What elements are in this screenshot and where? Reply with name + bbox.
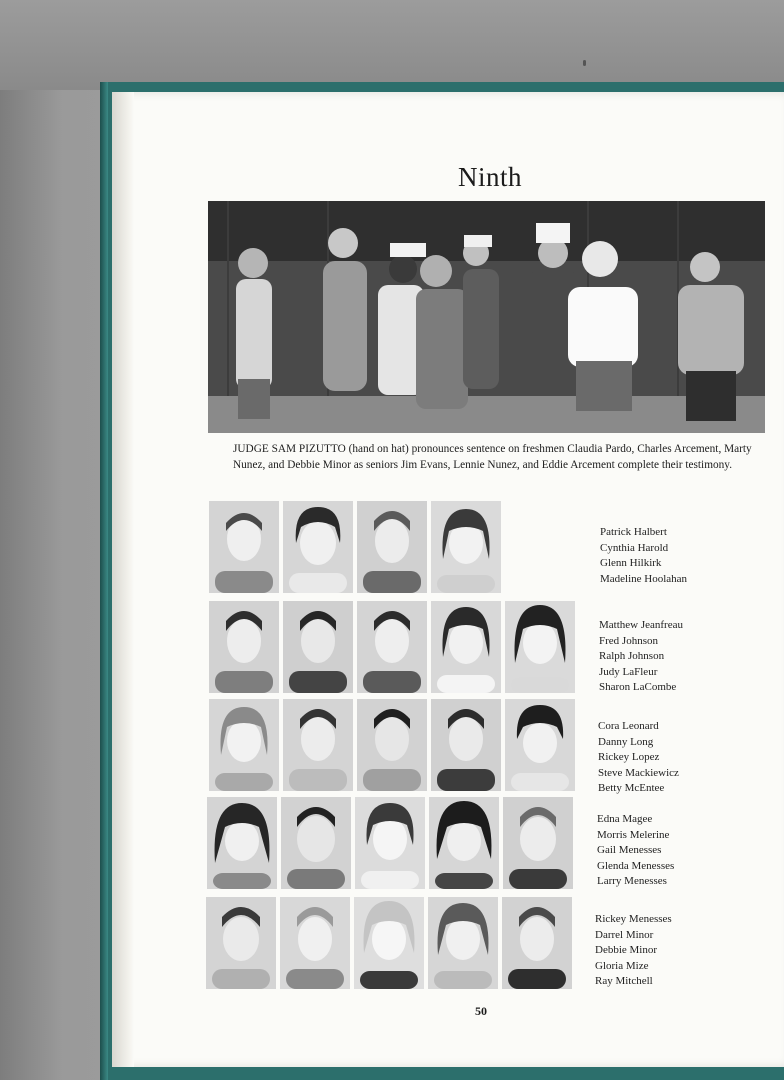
student-portrait [502,897,572,989]
student-name: Cora Leonard [598,720,659,732]
dust-speck [583,60,586,66]
student-portrait [505,601,575,693]
student-portrait [354,897,424,989]
student-name: Cynthia Harold [600,541,669,554]
student-name: Betty McEntee [598,782,665,794]
student-name: Rickey Lopez [598,751,660,763]
student-portrait [283,501,353,593]
student-portrait [357,699,427,791]
student-portrait [355,797,425,889]
student-name: Glenda Menesses [597,859,675,872]
student-name: Morris Melerine [597,828,670,841]
name-list-row-3 [598,719,679,797]
student-portrait [280,897,350,989]
student-portrait [357,501,427,593]
student-name: Fred Johnson [599,634,658,647]
student-portrait [428,897,498,989]
student-name: Judy LaFleur [599,665,658,678]
student-name: Ray Mitchell [595,975,653,987]
student-name: Debbie Minor [595,944,658,956]
student-portrait [431,601,501,693]
group-photo-figures [208,201,765,433]
student-name: Gail Menesses [597,844,662,856]
photo-caption: JUDGE SAM PIZUTTO (hand on hat) pronounces sentence on freshmen Claudia Pardo, Charles Arcement, Marty Nunez, and Debbie Minor as seniors Jim Evans, Lennie Nunez, and Eddie Arcement complete their testimony. [233,443,752,471]
student-portrait [207,797,277,889]
student-name: Glenn Hilkirk [600,557,662,569]
name-list-row-4 [597,812,674,890]
name-list-row-5 [595,912,672,990]
student-name: Patrick Halbert [600,526,667,538]
name-list-row-2 [599,618,683,696]
page-gutter [112,92,134,1067]
student-name: Larry Menesses [597,875,667,887]
student-name: Matthew Jeanfreau [599,619,683,631]
student-portrait [431,501,501,593]
student-portrait [281,797,351,889]
student-name: Edna Magee [597,813,653,825]
name-list-row-1 [600,525,687,587]
student-name: Darrel Minor [595,928,654,941]
student-portrait [283,601,353,693]
student-name: Madeline Hoolahan [600,572,688,585]
student-portrait [283,699,353,791]
student-name: Sharon LaCombe [599,681,677,693]
student-portrait [209,699,279,791]
student-portrait [206,897,276,989]
student-portrait [209,501,279,593]
student-portrait [357,601,427,693]
page-title: Ninth [457,162,522,192]
student-name: Ralph Johnson [599,650,665,662]
scanner-top-strip [0,0,784,90]
student-portrait [503,797,573,889]
student-portrait [505,699,575,791]
student-name: Danny Long [598,735,654,748]
group-photo [208,201,765,433]
student-name: Steve Mackiewicz [598,766,679,779]
student-portrait [431,699,501,791]
student-name: Rickey Menesses [595,913,672,925]
student-name: Gloria Mize [595,959,649,972]
page-number: 50 [475,1004,487,1018]
student-portrait [209,601,279,693]
student-portrait [429,797,499,889]
book-cover-edge [100,82,108,1080]
